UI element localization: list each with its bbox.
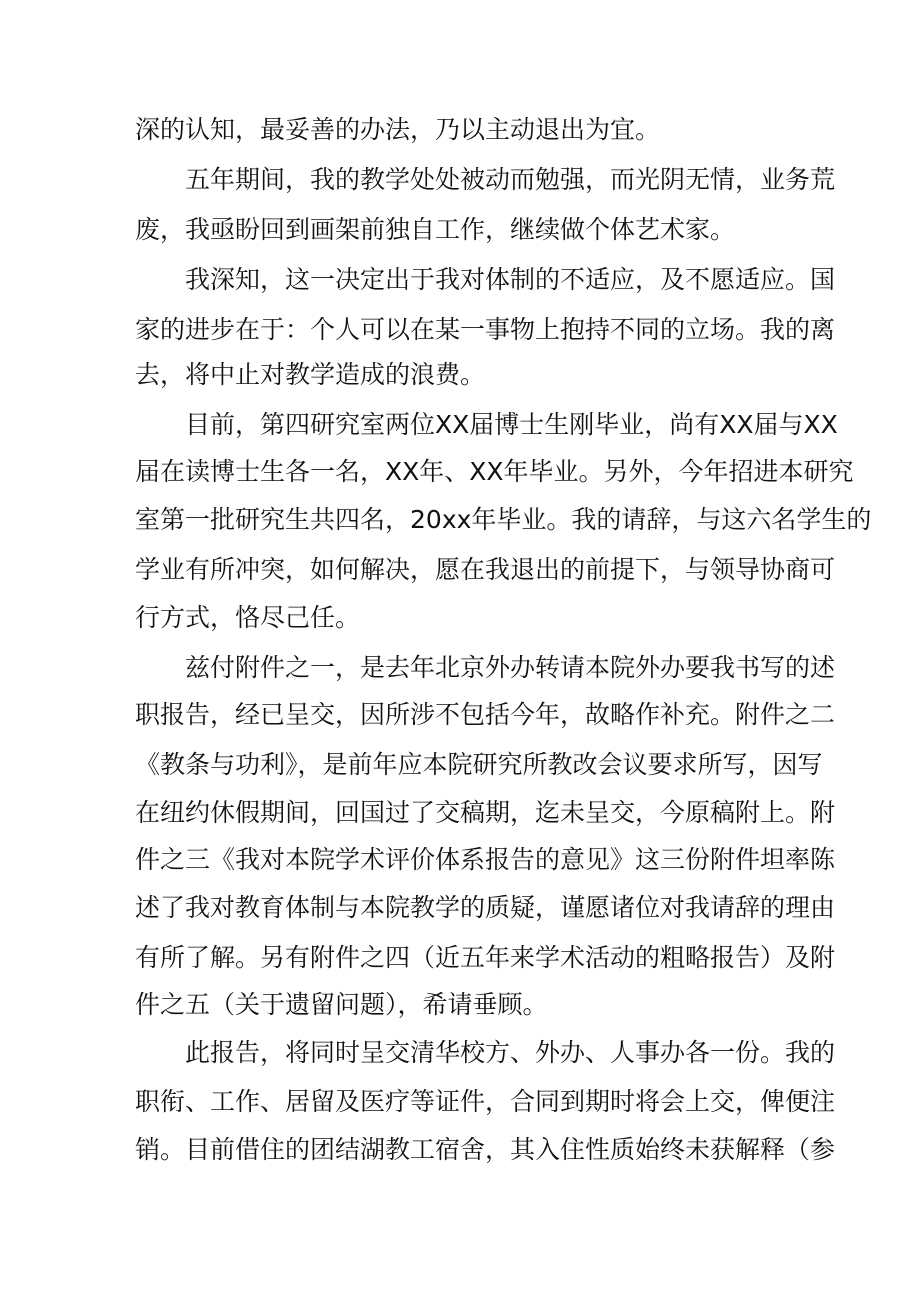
paragraph-first-line: 目前，第四研究室两位XX届博士生刚毕业，尚有XX届与XX: [185, 410, 838, 439]
paragraph-first-line: 兹付附件之一，是去年北京外办转请本院外办要我书写的述: [185, 653, 836, 682]
paragraph-first-line: 五年期间，我的教学处处被动而勉强，而光阴无情，业务荒: [185, 165, 836, 194]
paragraph-first-line: 我深知，这一决定出于我对体制的不适应，及不愿适应。国: [185, 265, 836, 294]
text-line: 在纽约休假期间，回国过了交稿期，迄未呈交，今原稿附上。附: [135, 798, 836, 827]
text-line: 去，将中止对教学造成的浪费。: [135, 360, 486, 389]
text-line: 《教条与功利》，是前年应本院研究所教改会议要求所写，因写: [135, 750, 823, 779]
text-line: 废，我亟盼回到画架前独自工作，继续做个体艺术家。: [135, 215, 736, 244]
text-line: 有所了解。另有附件之四（近五年来学术活动的粗略报告）及附: [135, 943, 836, 972]
text-line: 行方式，恪尽己任。: [135, 603, 361, 632]
text-line: 室第一批研究生共四名，20xx年毕业。我的请辞，与这六名学生的: [135, 505, 872, 534]
text-line: 件之五（关于遗留问题），希请垂顾。: [135, 990, 548, 1019]
text-line: 学业有所冲突，如何解决，愿在我退出的前提下，与领导协商可: [135, 555, 836, 584]
text-line: 销。目前借住的团结湖教工宿舍，其入住性质始终未获解释（参: [135, 1135, 836, 1164]
text-line: 届在读博士生各一名，XX年、XX年毕业。另外，今年招进本研究: [135, 457, 854, 486]
text-line: 职衔、工作、居留及医疗等证件，合同到期时将会上交，俾便注: [135, 1087, 836, 1116]
text-line: 家的进步在于：个人可以在某一事物上抱持不同的立场。我的离: [135, 315, 836, 344]
text-line: 深的认知，最妥善的办法，乃以主动退出为宜。: [135, 115, 661, 144]
text-line: 件之三《我对本院学术评价体系报告的意见》这三份附件坦率陈: [135, 845, 836, 874]
text-line: 职报告，经已呈交，因所涉不包括今年，故略作补充。附件之二: [135, 700, 836, 729]
paragraph-first-line: 此报告，将同时呈交清华校方、外办、人事办各一份。我的: [185, 1038, 836, 1067]
text-line: 述了我对教育体制与本院教学的质疑，谨愿诸位对我请辞的理由: [135, 893, 836, 922]
